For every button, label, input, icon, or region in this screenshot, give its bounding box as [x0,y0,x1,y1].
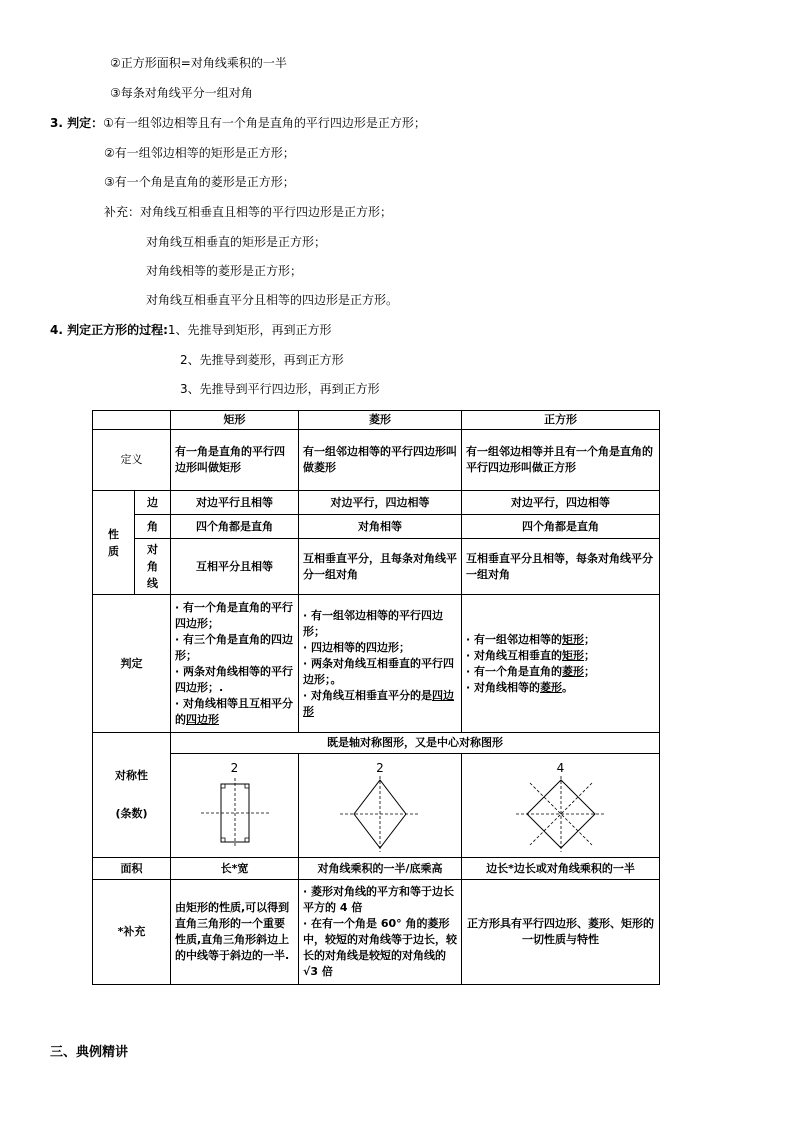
header-rectangle: 矩形 [171,411,299,430]
process-heading: 4. 判定正方形的过程: [50,323,168,337]
symmetry-rect-cell [171,754,299,858]
property-diagonal-rect: 互相平分且相等 [171,539,299,595]
property-diagonal-row [93,539,660,595]
judgement-rect-3: · 两条对角线相等的平行四边形；. [175,664,294,694]
judgement-square-1-pre: · 有一组邻边相等的 [466,632,563,646]
judgement-square-1 [466,632,655,648]
symmetry-label-text: 对称性 [115,769,148,782]
property-diagonal-square: 互相垂直平分且相等，每条对角线平分一组对角 [462,539,660,595]
judgement-square [462,595,660,733]
area-rect: 长*宽 [171,858,299,880]
text-line-supplement-1: 补充：对角线互相垂直且相等的平行四边形是正方形； [104,205,393,219]
properties-label [93,491,135,595]
property-diagonal-rhombus: 互相垂直平分，且每条对角线平分一组对角 [299,539,462,595]
text-line-diagonal-bisect: ③每条对角线平分一组对角 [110,86,253,100]
definition-rect: 有一角是直角的平行四边形叫做矩形 [171,430,299,491]
header-rhombus: 菱形 [299,411,462,430]
judgement-label: 判定 [93,595,171,733]
judgement-square-3-pre: · 有一个角是直角的 [466,664,563,678]
text-line-supplement-2: 对角线互相垂直的矩形是正方形； [146,235,327,249]
judgement-square-4 [466,680,655,696]
symmetry-header-row [93,733,660,754]
area-rhombus: 对角线乘积的一半/底乘高 [299,858,462,880]
definition-label: 定义 [93,430,171,491]
supplement-label: *补充 [93,880,171,985]
supplement-rhombus-1: · 菱形对角线的平方和等于边长平方的 4 倍 [303,885,455,914]
symmetry-figure-row [93,754,660,858]
rectangle-figure [195,776,275,852]
text-line-area: ②正方形面积=对角线乘积的一半 [110,56,287,70]
area-row [93,858,660,880]
symmetry-label [93,733,171,858]
supplement-square: 正方形具有平行四边形、菱形、矩形的一切性质与特性 [462,880,660,985]
rect-axis-count: 2 [230,760,239,775]
section-title: 三、典例精讲 [50,1045,129,1060]
property-angle-square: 四个角都是直角 [462,515,660,539]
judgement-rhombus [299,595,462,733]
judgement-square-4-post: 。 [562,680,574,694]
judgement-1: ①有一组邻边相等且有一个角是直角的平行四边形是正方形； [103,116,426,130]
symmetry-square-cell [462,754,660,858]
judgement-rhombus-2: · 四边相等的四边形； [303,640,411,654]
comparison-table [92,410,660,985]
judgement-square-2 [466,648,655,664]
judgement-square-4-pre: · 对角线相等的 [466,680,541,694]
judgement-rhombus-4 [303,688,457,720]
properties-label-text: 性质 [108,527,119,558]
property-diagonal-label-text: 对角线 [147,543,158,590]
property-edge-rect: 对边平行且相等 [171,491,299,515]
text-line-process-2: 2、先推导到菱形，再到正方形 [180,353,344,367]
judgement-rhombus-3: · 两条对角线互相垂直的平行四边形；。 [303,656,455,686]
judgement-rect [171,595,299,733]
property-angle-label: 角 [135,515,171,539]
supplement-row [93,880,660,985]
text-line-supplement-3: 对角线相等的菱形是正方形； [146,264,303,278]
header-square: 正方形 [462,411,660,430]
judgement-rect-4-text: · 对角线相等且互相平分的 [175,696,294,726]
judgement-square-3 [466,664,655,680]
area-square: 边长*边长或对角线乘积的一半 [462,858,660,880]
judgement-square-4-u: 菱形 [540,680,563,694]
property-angle-rhombus: 对角相等 [299,515,462,539]
judgement-heading: 3. 判定： [50,116,104,130]
text-line-process-3: 3、先推导到平行四边形，再到正方形 [180,382,380,396]
judgement-rhombus-4-text: · 对角线互相垂直平分的是 [303,688,433,702]
judgement-rect-1: · 有一个角是直角的平行四边形； [175,600,294,630]
square-figure [506,776,616,852]
supplement-rhombus [299,880,462,985]
process-1: 1、先推导到矩形，再到正方形 [167,323,332,337]
text-line-judgement [50,116,426,130]
property-diagonal-label [135,539,171,595]
header-row [93,411,660,430]
text-line-judgement-2: ②有一组邻边相等的矩形是正方形； [104,146,295,160]
judgement-square-1-post: ； [584,632,596,646]
property-angle-rect: 四个角都是直角 [171,515,299,539]
property-edge-rhombus: 对边平行，四边相等 [299,491,462,515]
definition-row [93,430,660,491]
symmetry-sublabel: (条数) [115,807,148,820]
symmetry-rhombus-cell [299,754,462,858]
definition-rhombus: 有一组邻边相等的平行四边形叫做菱形 [299,430,462,491]
property-edge-square: 对边平行，四边相等 [462,491,660,515]
symmetry-label-gap [97,784,166,806]
judgement-rect-4 [175,696,294,728]
property-edge-label: 边 [135,491,171,515]
supplement-rhombus-2: · 在有一个角是 60° 角的菱形中，较短的对角线等于边长，较长的对角线是较短的对角线的 √3 倍 [303,917,457,978]
judgement-square-3-post: ； [584,664,596,678]
supplement-rect: 由矩形的性质,可以得到直角三角形的一个重要性质,直角三角形斜边上的中线等于斜边的一半. [171,880,299,985]
header-empty-cell [93,411,171,430]
judgement-square-2-pre: · 对角线互相垂直的 [466,648,563,662]
judgement-square-3-u: 菱形 [562,664,585,678]
judgement-square-1-u: 矩形 [562,632,585,646]
judgement-square-2-u: 矩形 [562,648,585,662]
property-angle-row [93,515,660,539]
rhombus-axis-count: 2 [376,760,384,775]
square-axis-count: 4 [556,760,565,775]
text-line-supplement-4: 对角线互相垂直平分且相等的四边形是正方形。 [146,293,399,307]
judgement-rect-2: · 有三个角是直角的四边形； [175,632,294,662]
text-line-process [50,323,332,337]
area-label: 面积 [93,858,171,880]
judgement-square-2-post: ； [584,648,596,662]
judgement-rect-4-underlined: 四边形 [186,712,219,726]
rhombus-figure [330,776,430,852]
text-line-judgement-3: ③有一个角是直角的菱形是正方形； [104,175,295,189]
property-edge-row [93,491,660,515]
judgement-rhombus-1: · 有一组邻边相等的平行四边形； [303,608,444,638]
definition-square: 有一组邻边相等并且有一个角是直角的平行四边形叫做正方形 [462,430,660,491]
judgement-rhombus-4-underlined: 四边形 [303,688,455,718]
symmetry-header: 既是轴对称图形，又是中心对称图形 [171,733,660,754]
judgement-row [93,595,660,733]
